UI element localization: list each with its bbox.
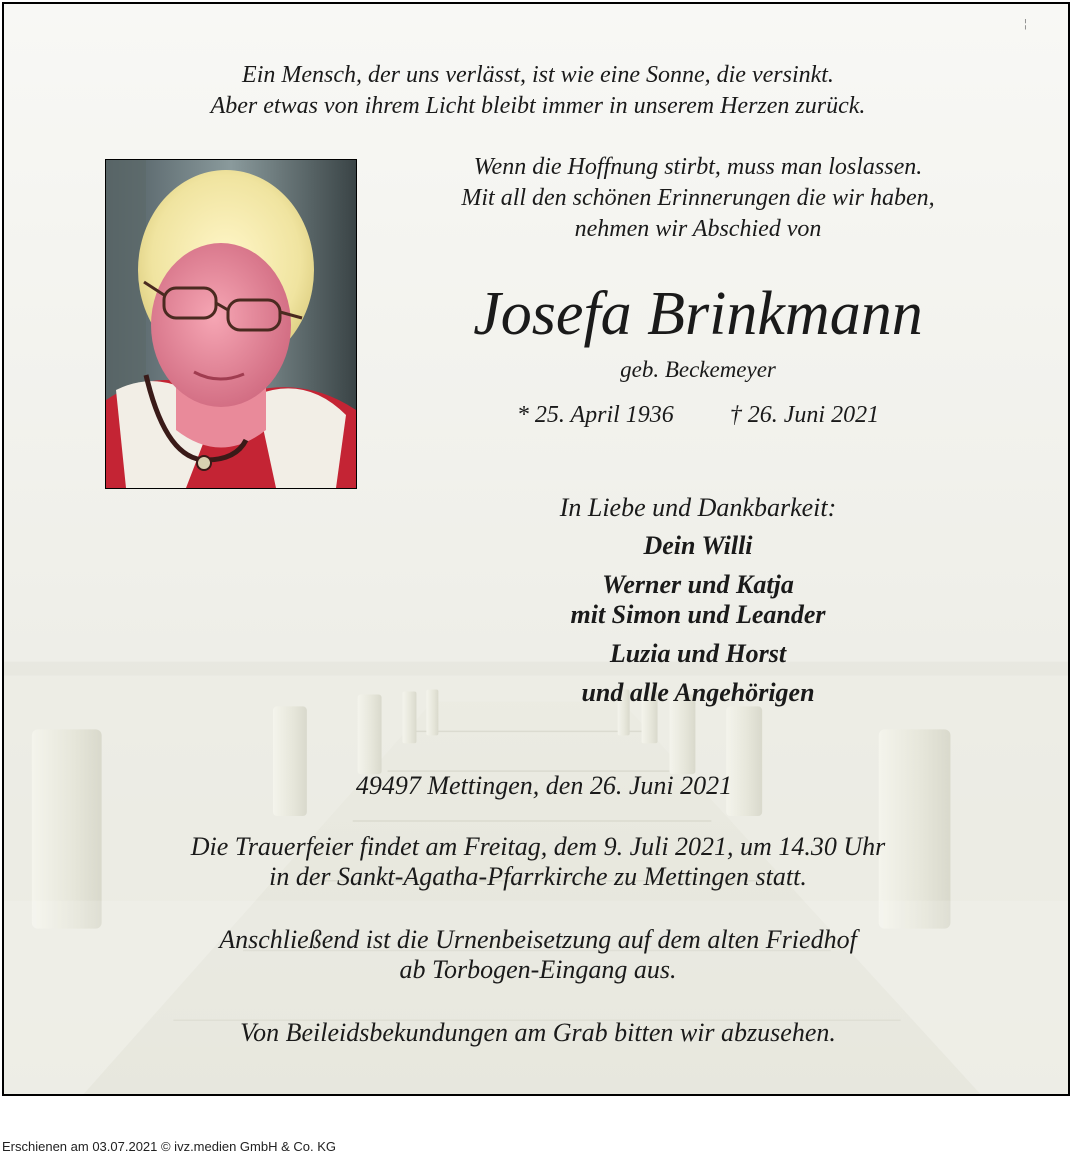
portrait-image [106,160,356,488]
mourner-line: Werner und Katja [602,570,794,599]
portrait-photo [105,159,357,489]
mourner-line: Luzia und Horst [609,639,787,668]
burial-line-1: Anschließend ist die Urnenbeisetzung auf dem alten Friedhof [219,925,857,954]
farewell-text [398,152,998,245]
farewell-line-2: Mit all den schönen Erinnerungen die wir haben, [461,185,935,211]
ceremony-line-2: in der Sankt-Agatha-Pfarrkirche zu Mettingen statt. [269,862,807,891]
farewell-line-1: Wenn die Hoffnung stirbt, muss man loslassen. [473,154,923,180]
quote-line-1: Ein Mensch, der uns verlässt, ist wie eine Sonne, die versinkt. [242,62,834,88]
birth-date: * 25. April 1936 [516,402,674,428]
life-dates [398,400,998,430]
burial-notice [4,925,1070,985]
mourners-list [398,531,998,717]
mourner-line: und alle Angehörigen [581,678,815,707]
mourners-heading: In Liebe und Dankbarkeit: [559,493,837,522]
obituary-card [2,2,1070,1096]
birth-name: geb. Beckemeyer [620,357,776,382]
farewell-line-3: nehmen wir Abschied von [574,216,822,242]
mourner-line: mit Simon und Leander [570,600,826,629]
publication-footer: Erschienen am 03.07.2021 © ivz.medien GmbH & Co. KG [2,1139,337,1154]
place-and-date: 49497 Mettingen, den 26. Juni 2021 [355,771,733,800]
corner-mark: ¦ [1024,18,1027,30]
funeral-notices [4,832,1070,1081]
opening-quote [4,60,1070,122]
ceremony-notice [4,832,1070,892]
deceased-name: Josefa Brinkmann [473,280,923,348]
mourner-group [398,570,998,630]
burial-line-2: ab Torbogen-Eingang aus. [399,955,677,984]
death-date: † 26. Juni 2021 [729,402,880,428]
condolence-notice: Von Beileidsbekundungen am Grab bitten wir abzusehen. [240,1018,836,1047]
quote-line-2: Aber etwas von ihrem Licht bleibt immer in unserem Herzen zurück. [210,93,866,119]
ceremony-line-1: Die Trauerfeier findet am Freitag, dem 9. Juli 2021, um 14.30 Uhr [190,832,886,861]
mourner-line: Dein Willi [643,531,753,560]
